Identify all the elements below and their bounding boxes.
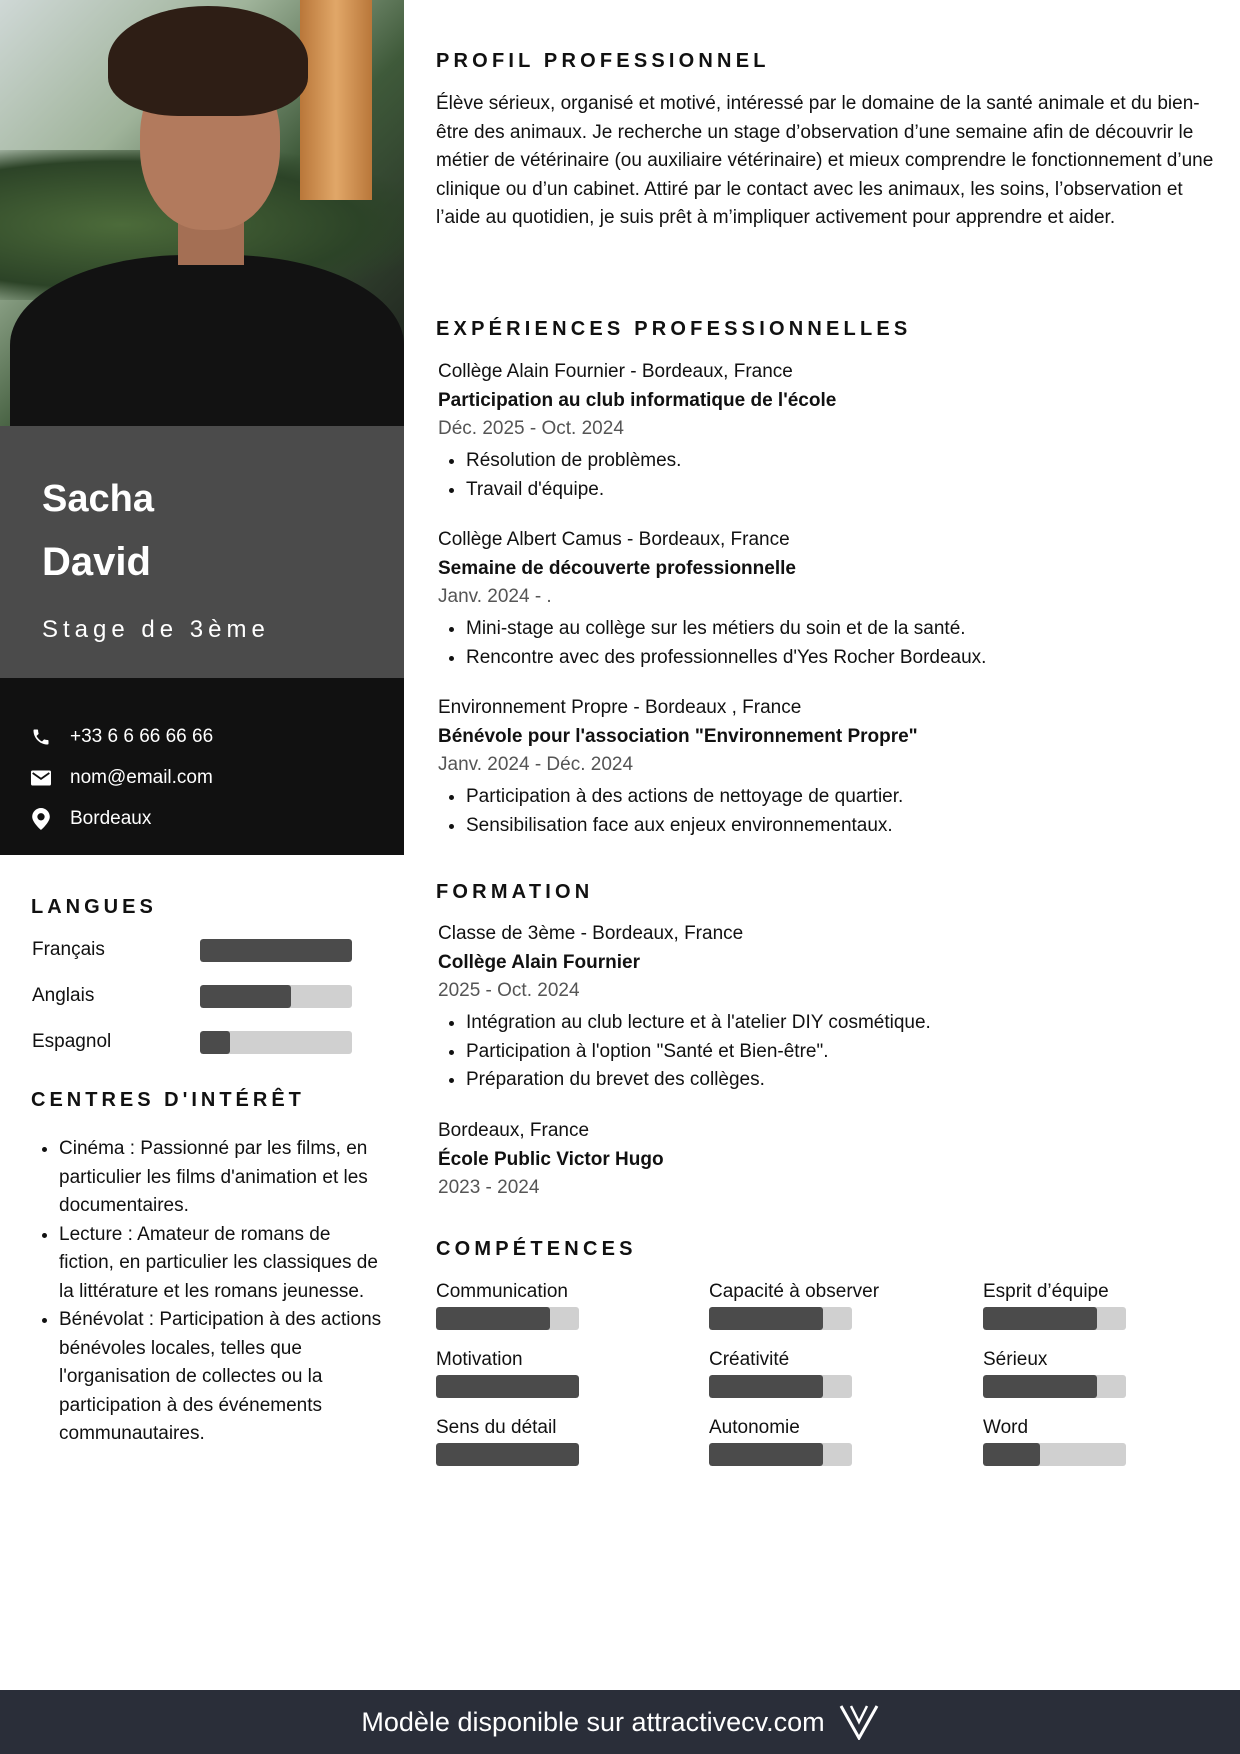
contact-email-row (30, 767, 213, 789)
skill-label: Créativité (709, 1349, 790, 1370)
list-item: • Participation à l'option "Santé et Bien-être". (466, 1038, 1218, 1067)
education-entry (438, 1117, 1218, 1202)
entry-date: Janv. 2024 - . (438, 586, 552, 607)
language-label: Anglais (32, 985, 95, 1006)
language-level-bar (200, 1031, 352, 1054)
skill-item (983, 1416, 1183, 1466)
language-row (32, 939, 352, 963)
skill-item (983, 1348, 1183, 1398)
footer-link[interactable]: Modèle disponible sur attractivecv.com (361, 1706, 825, 1737)
entry-organization: Classe de 3ème - Bordeaux, France (438, 923, 744, 944)
entry-date: Janv. 2024 - Déc. 2024 (438, 754, 634, 775)
skill-label: Word (983, 1417, 1029, 1438)
skill-item (709, 1348, 909, 1398)
list-item: • Cinéma : Passionné par les films, en particulier les films d'animation et les documentaires. (59, 1135, 389, 1221)
entry-bullets (438, 1009, 1218, 1095)
skill-label: Capacité à observer (709, 1281, 880, 1302)
contact-email[interactable]: nom@email.com (70, 767, 213, 788)
list-item: • Participation à des actions de nettoyage de quartier. (466, 783, 1218, 812)
skill-level-fill (983, 1375, 1097, 1398)
entry-bullets (438, 447, 1218, 504)
skills-heading: COMPÉTENCES (436, 1238, 637, 1260)
skill-item (709, 1416, 909, 1466)
skill-item (436, 1348, 636, 1398)
language-level-fill (200, 985, 291, 1008)
skill-label: Sens du détail (436, 1417, 557, 1438)
skill-label: Communication (436, 1281, 568, 1302)
languages-heading: LANGUES (31, 896, 157, 918)
skill-level-bar (709, 1375, 852, 1398)
skill-level-fill (436, 1375, 579, 1398)
summary-heading: PROFIL PROFESSIONNEL (436, 50, 770, 72)
skill-label: Autonomie (709, 1417, 800, 1438)
contact-phone[interactable]: +33 6 6 66 66 66 (70, 726, 214, 747)
entry-organization: Bordeaux, France (438, 1120, 590, 1141)
interests-heading: CENTRES D'INTÉRÊT (31, 1089, 305, 1111)
entry-date: Déc. 2025 - Oct. 2024 (438, 418, 624, 439)
skill-level-fill (709, 1443, 823, 1466)
skill-level-fill (983, 1443, 1040, 1466)
skill-label: Esprit d’équipe (983, 1281, 1109, 1302)
language-level-fill (200, 1031, 230, 1054)
language-label: Français (32, 939, 105, 960)
education-heading: FORMATION (436, 881, 594, 903)
language-level-bar (200, 939, 352, 962)
entry-organization: Collège Alain Fournier - Bordeaux, France (438, 361, 793, 382)
entry-date: 2023 - 2024 (438, 1177, 540, 1198)
skill-level-bar (983, 1307, 1126, 1330)
skill-level-fill (436, 1307, 550, 1330)
entry-bullets (438, 783, 1218, 840)
job-role: Stage de 3ème (42, 616, 270, 643)
language-level-bar (200, 985, 352, 1008)
skill-level-bar (436, 1443, 579, 1466)
interests-list (31, 1135, 389, 1449)
summary-text: Élève sérieux, organisé et motivé, intéressé par le domaine de la santé animale et du bien-être des animaux. Je recherche un stage d’observation d’une semaine afin de découvrir le métier de vétérinaire (ou auxiliaire vétérinaire) et mieux comprendre le fonctionnement d’une clinique ou d’un cabinet. Attiré par le contact avec les animaux, les soins, l’observation et l’aide au quotidien, je suis prêt à m’impliquer activement pour apprendre et aider. (436, 93, 1214, 228)
last-name: David (42, 540, 151, 584)
entry-title: Collège Alain Fournier (438, 952, 640, 973)
skill-item (436, 1280, 636, 1330)
skill-item (436, 1416, 636, 1466)
footer-banner (0, 1690, 1240, 1754)
list-item: • Mini-stage au collège sur les métiers du soin et de la santé. (466, 615, 1218, 644)
skill-level-fill (436, 1443, 579, 1466)
list-item: • Lecture : Amateur de romans de fiction, en particulier les classiques de la littérature et les romans jeunesse. (59, 1221, 389, 1307)
list-item: • Intégration au club lecture et à l'atelier DIY cosmétique. (466, 1009, 1218, 1038)
entry-title: Semaine de découverte professionnelle (438, 558, 796, 579)
language-label: Espagnol (32, 1031, 112, 1052)
experience-entry (438, 358, 1218, 504)
sidebar (0, 0, 404, 1690)
experience-entry (438, 526, 1218, 672)
list-item: • Sensibilisation face aux enjeux environnementaux. (466, 812, 1218, 841)
language-row (32, 985, 352, 1009)
skill-item (983, 1280, 1183, 1330)
language-row (32, 1031, 352, 1055)
entry-bullets (438, 615, 1218, 672)
name-block (0, 426, 404, 678)
experience-entry (438, 694, 1218, 840)
contact-location: Bordeaux (70, 808, 152, 829)
education-entry (438, 920, 1218, 1095)
contact-phone-row (30, 726, 213, 748)
skill-level-bar (709, 1443, 852, 1466)
skill-level-bar (983, 1443, 1126, 1466)
email-icon (30, 767, 52, 789)
contact-block (0, 678, 404, 855)
skill-label: Motivation (436, 1349, 523, 1370)
skill-level-bar (983, 1375, 1126, 1398)
skill-level-bar (709, 1307, 852, 1330)
entry-title: Participation au club informatique de l'école (438, 390, 837, 411)
skill-level-bar (436, 1375, 579, 1398)
location-pin-icon (30, 808, 52, 830)
profile-photo (0, 0, 404, 426)
skill-level-fill (983, 1307, 1097, 1330)
skill-level-fill (709, 1307, 823, 1330)
entry-title: Bénévole pour l'association "Environnement Propre" (438, 726, 918, 747)
list-item: • Bénévolat : Participation à des actions bénévoles locales, telles que l'organisation de collectes ou la participation à des événements communautaires. (59, 1306, 389, 1449)
skill-level-bar (436, 1307, 579, 1330)
list-item: • Rencontre avec des professionnelles d'Yes Rocher Bordeaux. (466, 644, 1218, 673)
contact-location-row (30, 808, 151, 830)
attractivecv-logo-icon (839, 1704, 879, 1740)
list-item: • Travail d'équipe. (466, 476, 1218, 505)
list-item: • Résolution de problèmes. (466, 447, 1218, 476)
entry-organization: Environnement Propre - Bordeaux , France (438, 697, 802, 718)
entry-organization: Collège Albert Camus - Bordeaux, France (438, 529, 790, 550)
language-level-fill (200, 939, 352, 962)
list-item: • Préparation du brevet des collèges. (466, 1066, 1218, 1095)
skill-level-fill (709, 1375, 823, 1398)
experience-heading: EXPÉRIENCES PROFESSIONNELLES (436, 318, 912, 340)
skill-label: Sérieux (983, 1349, 1048, 1370)
entry-date: 2025 - Oct. 2024 (438, 980, 580, 1001)
entry-title: École Public Victor Hugo (438, 1149, 664, 1170)
first-name: Sacha (42, 478, 154, 520)
skill-item (709, 1280, 909, 1330)
phone-icon (30, 726, 52, 748)
